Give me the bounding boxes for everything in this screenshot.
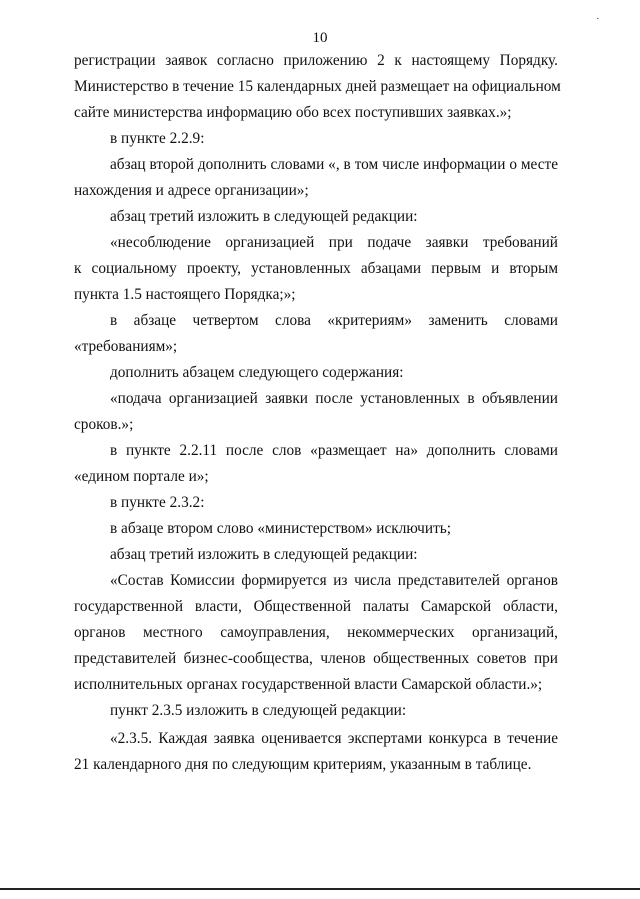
text-line: «требованиям»; <box>74 338 178 355</box>
text-line: абзац второй дополнить словами «, в том числе информации о месте <box>110 156 558 173</box>
text-line: «Состав Комиссии формируется из числа представителей органов <box>110 572 558 589</box>
text-line: пункт 2.3.5 изложить в следующей редакции: <box>110 702 407 719</box>
text-line: в абзаце втором слово «министерством» исключить; <box>110 520 451 537</box>
text-line: 21 календарного дня по следующим критериям, указанным в таблице. <box>74 756 532 773</box>
text-line: в пункте 2.3.2: <box>110 494 205 511</box>
text-line: абзац третий изложить в следующей редакции: <box>110 546 418 563</box>
text-line: Министерство в течение 15 календарных дней размещает на официальном <box>74 78 561 95</box>
text-line: нахождения и адресе организации»; <box>74 182 309 199</box>
text-line: регистрации заявок согласно приложению 2 к настоящему Порядку. <box>74 52 558 69</box>
text-line: сроков.»; <box>74 416 134 433</box>
text-line: в абзаце четвертом слова «критериям» заменить словами <box>110 312 558 329</box>
text-line: сайте министерства информацию обо всех поступивших заявках.»; <box>74 104 512 121</box>
text-line: «2.3.5. Каждая заявка оценивается экспертами конкурса в течение <box>110 730 558 747</box>
text-line: дополнить абзацем следующего содержания: <box>110 364 404 381</box>
text-line: «подача организацией заявки после установленных в объявлении <box>110 390 558 407</box>
text-line: представителей бизнес-сообщества, членов общественных советов при <box>74 650 558 667</box>
page-number: 10 <box>312 30 328 46</box>
text-line: абзац третий изложить в следующей редакции: <box>110 208 418 225</box>
text-line: в пункте 2.2.11 после слов «размещает на» дополнить словами <box>110 442 558 459</box>
text-line: «несоблюдение организацией при подаче заявки требований <box>110 234 558 251</box>
text-line: исполнительных органах государственной власти Самарской области.»; <box>74 676 543 693</box>
text-line: к социальному проекту, установленных абзацами первым и вторым <box>74 260 558 277</box>
text-line: «едином портале и»; <box>74 468 209 485</box>
text-line: органов местного самоуправления, некоммерческих организаций, <box>74 624 558 641</box>
text-line: государственной власти, Общественной палаты Самарской области, <box>74 598 558 615</box>
text-line: пункта 1.5 настоящего Порядка;»; <box>74 286 296 303</box>
text-line: в пункте 2.2.9: <box>110 130 205 147</box>
scan-bottom-edge <box>0 888 640 890</box>
corner-mark: · <box>596 13 600 25</box>
